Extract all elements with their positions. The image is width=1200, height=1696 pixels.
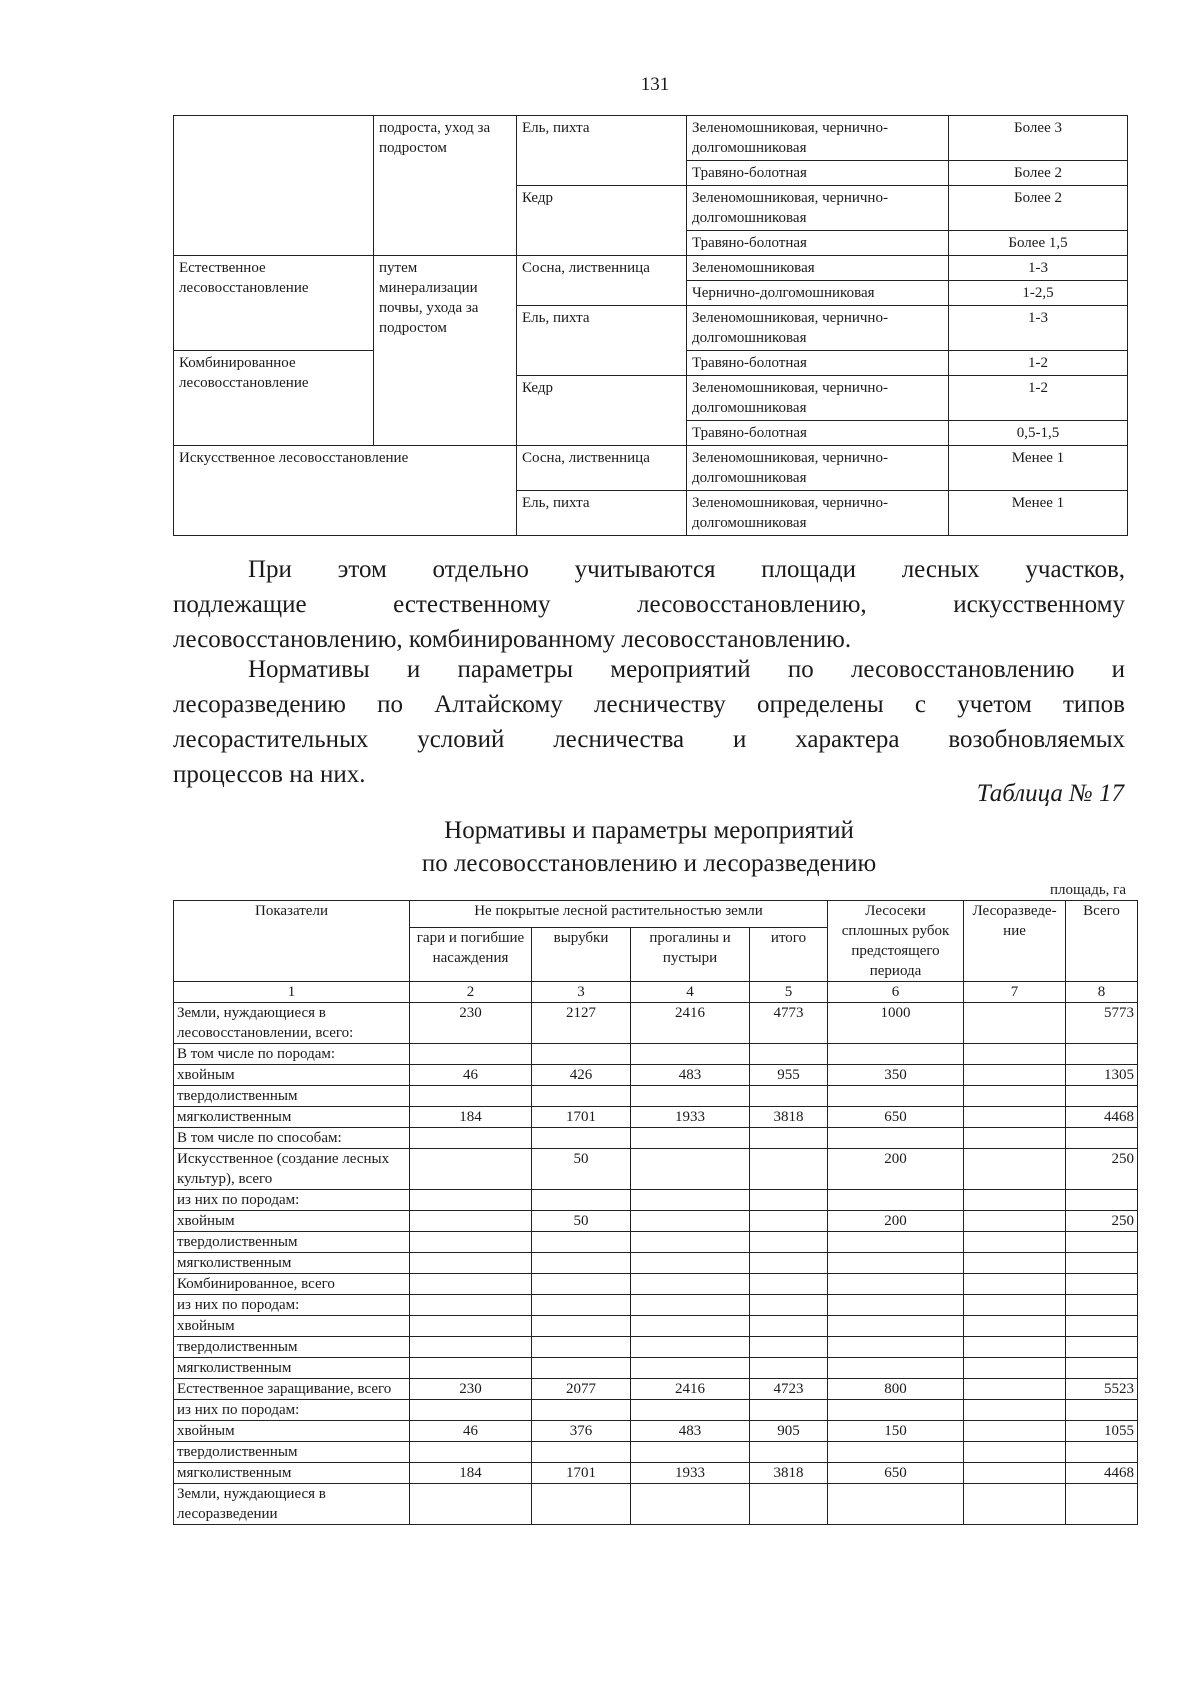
table-cell [828, 1274, 964, 1295]
table-cell [631, 1400, 750, 1421]
table-row [174, 1295, 1138, 1316]
table-row [174, 1065, 1138, 1086]
table-row [174, 1337, 1138, 1358]
table-cell [631, 1484, 750, 1525]
table-cell [532, 1128, 631, 1149]
table-row [174, 1149, 1138, 1190]
table-cell: Травяно-болотная [687, 351, 949, 376]
row-label: Искусственное (создание лесных культур), всего [174, 1149, 410, 1190]
row-label: мягколиственным [174, 1358, 410, 1379]
table-cell: Менее 1 [949, 491, 1128, 536]
table-cell: Более 1,5 [949, 231, 1128, 256]
table-cell: Зеленомошниковая, чернично-долгомошниковая [687, 306, 949, 351]
regeneration-methods-table [173, 115, 1128, 536]
table-cell [532, 1044, 631, 1065]
table-cell: Травяно-болотная [687, 231, 949, 256]
table-cell [532, 1274, 631, 1295]
table-cell [964, 1232, 1066, 1253]
table-cell [631, 1190, 750, 1211]
table-cell [750, 1044, 828, 1065]
table-cell [828, 1400, 964, 1421]
table-cell [631, 1442, 750, 1463]
table-cell: Ель, пихта [517, 116, 687, 186]
column-number: 2 [410, 982, 532, 1003]
table-cell [750, 1337, 828, 1358]
row-label: В том числе по способам: [174, 1128, 410, 1149]
header-cell: Лесосеки сплошных рубок предстоящего периода [828, 901, 964, 982]
paragraph-line: подлежащие естественному лесовосстановлению, искусственному [173, 591, 1125, 618]
paragraph-line: процессов на них. [173, 761, 366, 788]
table-cell: 50 [532, 1149, 631, 1190]
column-number-row [174, 982, 1138, 1003]
table-cell [964, 1337, 1066, 1358]
header-cell: прогалины и пустыри [631, 928, 750, 982]
table-cell [964, 1484, 1066, 1525]
header-cell: вырубки [532, 928, 631, 982]
table-cell: Более 2 [949, 161, 1128, 186]
table-cell: Кедр [517, 376, 687, 446]
table-cell: 1000 [828, 1003, 964, 1044]
table-cell: Чернично-долгомошниковая [687, 281, 949, 306]
table-row [174, 1232, 1138, 1253]
column-number: 6 [828, 982, 964, 1003]
table-cell [964, 1274, 1066, 1295]
table-cell: Ель, пихта [517, 306, 687, 376]
table-cell [964, 1379, 1066, 1400]
table-number: Таблица № 17 [976, 780, 1124, 807]
column-number: 1 [174, 982, 410, 1003]
table-cell: Зеленомошниковая [687, 256, 949, 281]
column-number: 3 [532, 982, 631, 1003]
row-label: из них по породам: [174, 1190, 410, 1211]
table-cell [631, 1358, 750, 1379]
table-cell [532, 1358, 631, 1379]
table-cell: 800 [828, 1379, 964, 1400]
table-cell [532, 1190, 631, 1211]
table-cell [532, 1316, 631, 1337]
table-cell: 4468 [1066, 1463, 1138, 1484]
table-cell: 184 [410, 1463, 532, 1484]
table-row [174, 1253, 1138, 1274]
row-label: мягколиственным [174, 1107, 410, 1128]
table-cell [750, 1253, 828, 1274]
table-row [174, 1274, 1138, 1295]
table-cell [1066, 1295, 1138, 1316]
table-cell [750, 1316, 828, 1337]
table-cell: 1305 [1066, 1065, 1138, 1086]
column-number: 5 [750, 982, 828, 1003]
table-cell [964, 1442, 1066, 1463]
table-cell [750, 1128, 828, 1149]
table-cell: 150 [828, 1421, 964, 1442]
table-cell: Комбинированное лесовосстановление [174, 351, 374, 446]
table-cell [964, 1253, 1066, 1274]
table-cell: 1701 [532, 1463, 631, 1484]
table-cell: 200 [828, 1211, 964, 1232]
table-cell [410, 1044, 532, 1065]
row-label: мягколиственным [174, 1253, 410, 1274]
table-cell [631, 1149, 750, 1190]
table-cell [631, 1253, 750, 1274]
table-cell: 1-2 [949, 351, 1128, 376]
table-cell: 250 [1066, 1211, 1138, 1232]
table-cell [1066, 1358, 1138, 1379]
paragraph-line: лесоразведению по Алтайскому лесничеству определены с учетом типов [173, 691, 1125, 718]
table-row [174, 1421, 1138, 1442]
row-label: В том числе по породам: [174, 1044, 410, 1065]
table-cell [750, 1442, 828, 1463]
table-cell: 3818 [750, 1107, 828, 1128]
table-row [174, 1358, 1138, 1379]
table-cell [532, 1232, 631, 1253]
table-cell: 426 [532, 1065, 631, 1086]
table-cell [750, 1086, 828, 1107]
table-cell: 1-2,5 [949, 281, 1128, 306]
table-cell: 2416 [631, 1379, 750, 1400]
table-cell: 5773 [1066, 1003, 1138, 1044]
row-label: твердолиственным [174, 1086, 410, 1107]
table-cell [532, 1400, 631, 1421]
table-cell: Зеленомошниковая, чернично-долгомошниковая [687, 446, 949, 491]
table-cell [828, 1128, 964, 1149]
table-row [174, 1107, 1138, 1128]
row-label: хвойным [174, 1421, 410, 1442]
table-cell [631, 1086, 750, 1107]
table-cell: 2077 [532, 1379, 631, 1400]
table-cell [828, 1337, 964, 1358]
table-row [174, 1379, 1138, 1400]
table-cell: Более 2 [949, 186, 1128, 231]
row-label: твердолиственным [174, 1442, 410, 1463]
page-number: 131 [640, 74, 670, 95]
table-cell [828, 1232, 964, 1253]
table-cell: 905 [750, 1421, 828, 1442]
table-cell [750, 1295, 828, 1316]
table-cell [410, 1400, 532, 1421]
row-label: из них по породам: [174, 1295, 410, 1316]
table-cell [410, 1149, 532, 1190]
row-label: твердолиственным [174, 1232, 410, 1253]
table-cell [631, 1211, 750, 1232]
table-cell: путем минерализации почвы, ухода за подростом [374, 256, 517, 446]
table-row [174, 1463, 1138, 1484]
table-cell [964, 1211, 1066, 1232]
table-row [174, 256, 1128, 281]
table-cell [631, 1128, 750, 1149]
table-cell: 376 [532, 1421, 631, 1442]
table-cell [174, 116, 374, 256]
table-row [174, 1442, 1138, 1463]
table-cell: 650 [828, 1463, 964, 1484]
paragraph-line: Нормативы и параметры мероприятий по лесовосстановлению и [248, 656, 1125, 683]
table-cell [1066, 1337, 1138, 1358]
table-cell [964, 1086, 1066, 1107]
table-cell [1066, 1128, 1138, 1149]
row-label: хвойным [174, 1211, 410, 1232]
table-cell: 0,5-1,5 [949, 421, 1128, 446]
table-cell [1066, 1316, 1138, 1337]
header-cell: итого [750, 928, 828, 982]
table-cell [750, 1149, 828, 1190]
row-label: Земли, нуждающиеся в лесоразведении [174, 1484, 410, 1525]
table-cell [1066, 1086, 1138, 1107]
paragraph-line: лесовосстановлению, комбинированному лесовосстановлению. [173, 626, 852, 653]
row-label: хвойным [174, 1316, 410, 1337]
table-cell [1066, 1253, 1138, 1274]
table-row [174, 1211, 1138, 1232]
row-label: мягколиственным [174, 1463, 410, 1484]
table-cell: Травяно-болотная [687, 161, 949, 186]
table-cell: 46 [410, 1065, 532, 1086]
table-cell: 2127 [532, 1003, 631, 1044]
table-cell: Естественное лесовосстановление [174, 256, 374, 351]
table-cell: подроста, уход за подростом [374, 116, 517, 256]
header-cell: Всего [1066, 901, 1138, 982]
paragraph-line: При этом отдельно учитываются площади лесных участков, [248, 556, 1125, 583]
table-row [174, 446, 1128, 491]
table-cell: 230 [410, 1379, 532, 1400]
table-cell [964, 1463, 1066, 1484]
table-cell: Искусственное лесовосстановление [174, 446, 517, 536]
table-cell [410, 1274, 532, 1295]
table-cell [964, 1107, 1066, 1128]
table-cell [532, 1337, 631, 1358]
table-cell [828, 1253, 964, 1274]
table-cell [631, 1274, 750, 1295]
table-cell [410, 1232, 532, 1253]
table-cell: 1701 [532, 1107, 631, 1128]
table-cell [964, 1316, 1066, 1337]
table-row [174, 116, 1128, 161]
table-cell [631, 1316, 750, 1337]
table-cell: 1-3 [949, 306, 1128, 351]
table-cell [964, 1421, 1066, 1442]
table-cell: Зеленомошниковая, чернично-долгомошниковая [687, 491, 949, 536]
table-cell [631, 1295, 750, 1316]
table-cell: 200 [828, 1149, 964, 1190]
unit-label: площадь, га [1049, 882, 1126, 898]
table-row [174, 1003, 1138, 1044]
paragraph-2 [173, 652, 1125, 757]
table-cell [828, 1044, 964, 1065]
table-cell [964, 1003, 1066, 1044]
paragraph-line: лесорастительных условий лесничества и характера возобновляемых [173, 726, 1125, 753]
row-label: хвойным [174, 1065, 410, 1086]
table-cell [964, 1128, 1066, 1149]
table-cell [410, 1316, 532, 1337]
table-cell: 184 [410, 1107, 532, 1128]
table-cell: 1055 [1066, 1421, 1138, 1442]
table-cell [750, 1232, 828, 1253]
table-cell: 1-2 [949, 376, 1128, 421]
table-cell [410, 1358, 532, 1379]
table-cell: Более 3 [949, 116, 1128, 161]
table-cell [1066, 1484, 1138, 1525]
table-cell [410, 1253, 532, 1274]
table-cell [828, 1442, 964, 1463]
table-cell: 1-3 [949, 256, 1128, 281]
table-cell: Сосна, лиственница [517, 446, 687, 491]
table-cell: Менее 1 [949, 446, 1128, 491]
table-cell: 4723 [750, 1379, 828, 1400]
table-body [174, 1003, 1138, 1525]
table-header-row [174, 901, 1138, 928]
table-cell [1066, 1232, 1138, 1253]
table-row [174, 1484, 1138, 1525]
table-cell: 4773 [750, 1003, 828, 1044]
table-cell: 5523 [1066, 1379, 1138, 1400]
table-cell: Сосна, лиственница [517, 256, 687, 306]
table-cell [750, 1274, 828, 1295]
row-label: твердолиственным [174, 1337, 410, 1358]
table-cell: 955 [750, 1065, 828, 1086]
table-cell: 650 [828, 1107, 964, 1128]
table-cell [964, 1149, 1066, 1190]
table-cell [1066, 1044, 1138, 1065]
table-cell: 2416 [631, 1003, 750, 1044]
header-cell: Показатели [174, 901, 410, 982]
table-cell [750, 1358, 828, 1379]
table-cell [410, 1190, 532, 1211]
table-row [174, 1128, 1138, 1149]
table-row [174, 1400, 1138, 1421]
table-cell: Зеленомошниковая, чернично-долгомошниковая [687, 116, 949, 161]
table-cell: Зеленомошниковая, чернично-долгомошниковая [687, 186, 949, 231]
table-cell [532, 1484, 631, 1525]
table-cell [750, 1190, 828, 1211]
table-cell [750, 1400, 828, 1421]
table-cell: 46 [410, 1421, 532, 1442]
table-row [174, 1044, 1138, 1065]
row-label: Естественное заращивание, всего [174, 1379, 410, 1400]
table-cell [964, 1190, 1066, 1211]
table-cell: Зеленомошниковая, чернично-долгомошниковая [687, 376, 949, 421]
table-cell [532, 1253, 631, 1274]
table-row [174, 1086, 1138, 1107]
table-cell: 483 [631, 1421, 750, 1442]
table-cell: 1933 [631, 1107, 750, 1128]
table-title-line: Нормативы и параметры мероприятий [444, 817, 854, 844]
table-cell [410, 1295, 532, 1316]
header-cell: гари и погибшие насаждения [410, 928, 532, 982]
table-cell: 50 [532, 1211, 631, 1232]
table-cell [532, 1442, 631, 1463]
table-cell: 483 [631, 1065, 750, 1086]
norms-table [173, 900, 1138, 1525]
table-cell: 4468 [1066, 1107, 1138, 1128]
table-cell [828, 1316, 964, 1337]
table-title-line: по лесовосстановлению и лесоразведению [421, 850, 877, 877]
table-row [174, 1316, 1138, 1337]
table-cell [410, 1484, 532, 1525]
table-cell [1066, 1190, 1138, 1211]
table-cell [750, 1484, 828, 1525]
row-label: из них по породам: [174, 1400, 410, 1421]
table-cell [828, 1190, 964, 1211]
table-cell: 230 [410, 1003, 532, 1044]
table-cell: Ель, пихта [517, 491, 687, 536]
table-cell: 1933 [631, 1463, 750, 1484]
row-label: Комбинированное, всего [174, 1274, 410, 1295]
column-number: 4 [631, 982, 750, 1003]
table-cell [631, 1337, 750, 1358]
table-cell [964, 1044, 1066, 1065]
table-cell [1066, 1442, 1138, 1463]
table-cell [631, 1044, 750, 1065]
table-cell [1066, 1274, 1138, 1295]
table-cell [828, 1086, 964, 1107]
table-cell [1066, 1400, 1138, 1421]
table-cell [631, 1232, 750, 1253]
table-cell: 250 [1066, 1149, 1138, 1190]
table-cell [532, 1295, 631, 1316]
column-number: 8 [1066, 982, 1138, 1003]
table-cell [410, 1337, 532, 1358]
table-cell [828, 1295, 964, 1316]
table-cell [750, 1211, 828, 1232]
table-cell [410, 1128, 532, 1149]
table-cell: 350 [828, 1065, 964, 1086]
row-label: Земли, нуждающиеся в лесовосстановлении, всего: [174, 1003, 410, 1044]
table-cell [964, 1295, 1066, 1316]
table-cell [410, 1442, 532, 1463]
table-row [174, 1190, 1138, 1211]
header-cell: Лесоразведе-ние [964, 901, 1066, 982]
header-cell: Не покрытые лесной растительностью земли [410, 901, 828, 928]
table-cell [532, 1086, 631, 1107]
table-cell [410, 1211, 532, 1232]
table-cell: Травяно-болотная [687, 421, 949, 446]
column-number: 7 [964, 982, 1066, 1003]
table-cell [964, 1358, 1066, 1379]
table-title [173, 814, 1125, 880]
table-cell [964, 1400, 1066, 1421]
table-cell: 3818 [750, 1463, 828, 1484]
table-cell: Кедр [517, 186, 687, 256]
paragraph-1 [173, 552, 1125, 622]
table-cell [410, 1086, 532, 1107]
table-cell [828, 1484, 964, 1525]
table-cell [828, 1358, 964, 1379]
table-cell [964, 1065, 1066, 1086]
